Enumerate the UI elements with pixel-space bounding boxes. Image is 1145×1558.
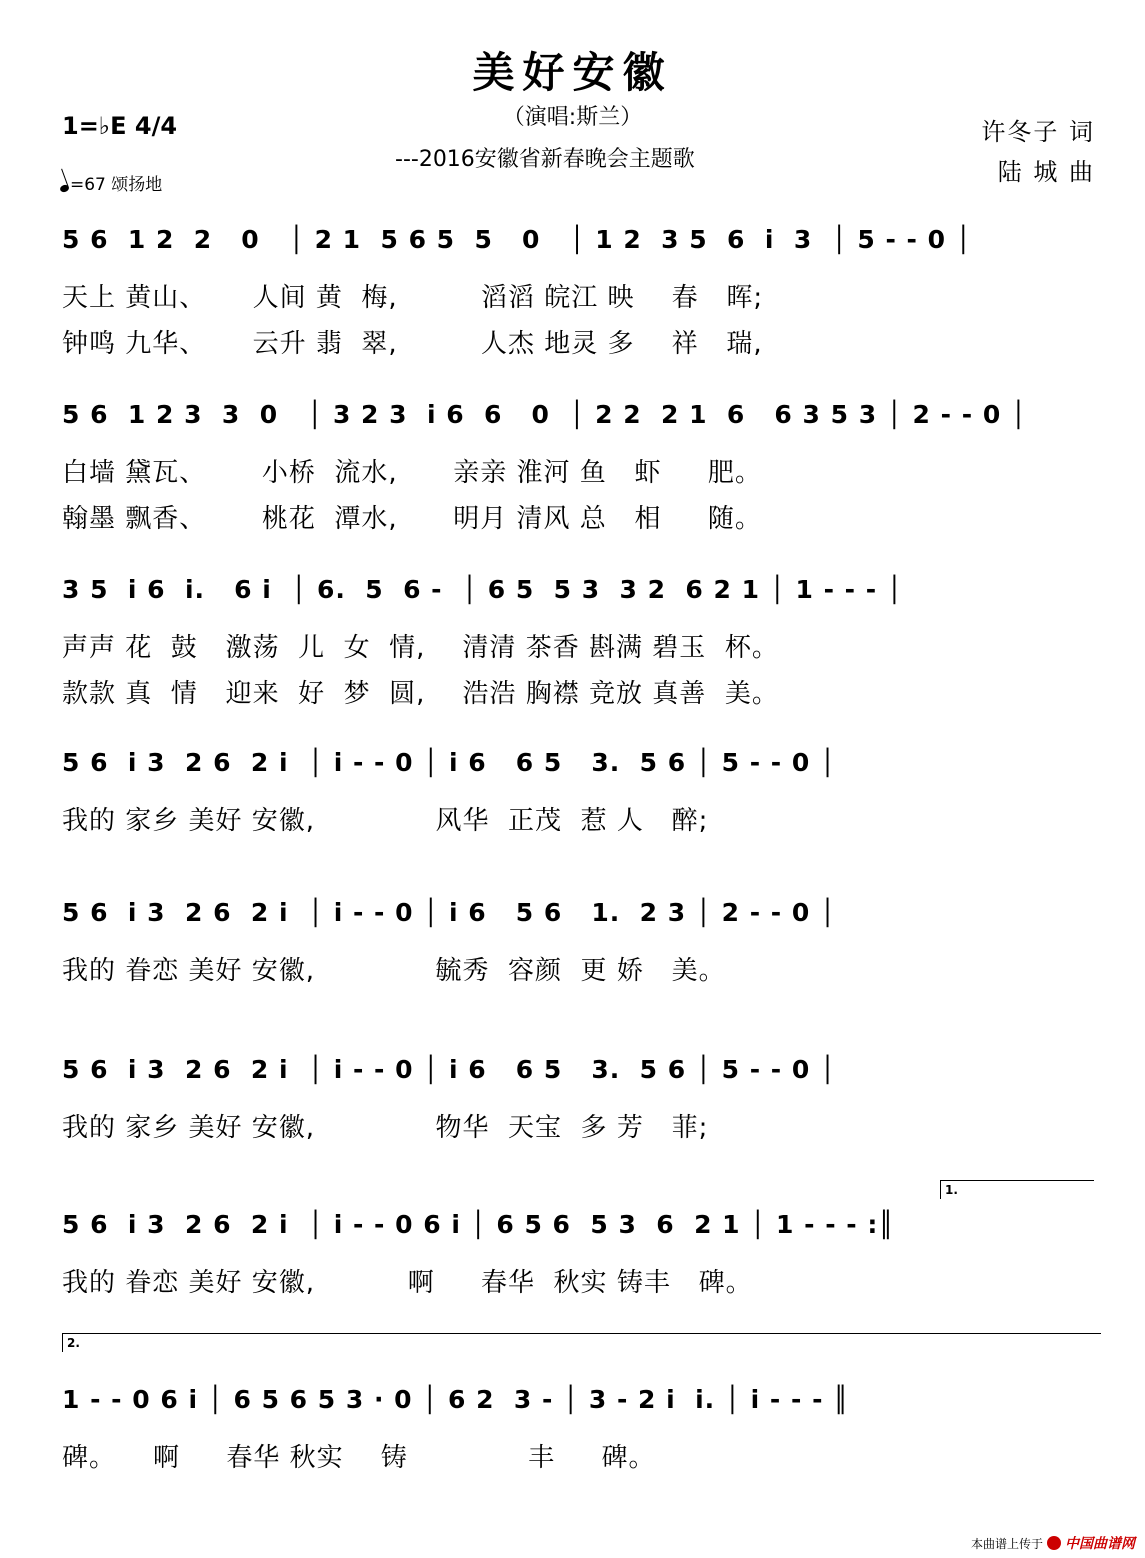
notation-line: 5 6 i 3 2 6 2 i │ i - - 0 │ i 6 6 5 3. 5 6 │ 5 - - 0 │: [62, 748, 837, 777]
tempo-text: =67 颂扬地: [70, 175, 163, 195]
site-logo-icon: [1047, 1536, 1061, 1550]
notation-line: 5 6 1 2 2 0 │ 2 1 5 6 5 5 0 │ 1 2 3 5 6 i 3 │ 5 - - 0 │: [62, 225, 972, 254]
first-ending-bracket: 1.: [940, 1180, 1094, 1199]
lyric-line: 款款 真 情 迎来 好 梦 圆, 浩浩 胸襟 竞放 真善 美。: [62, 679, 779, 709]
notation-line: 5 6 1 2 3 3 0 │ 3 2 3 i 6 6 0 │ 2 2 2 1 6 6 3 5 3 │ 2 - - 0 │: [62, 400, 1027, 429]
notation-line: 3 5 i 6 i. 6 i │ 6. 5 6 - │ 6 5 5 3 3 2 6 2 1 │ 1 - - - │: [62, 575, 903, 604]
composer-credit: 陆 城 曲: [997, 158, 1095, 186]
notation-line: 5 6 i 3 2 6 2 i │ i - - 0 6 i │ 6 5 6 5 3 6 2 1 │ 1 - - - :║: [62, 1210, 895, 1239]
footer-text: 本曲谱上传于: [970, 1536, 1043, 1551]
lyric-line: 白墙 黛瓦、 小桥 流水, 亲亲 淮河 鱼 虾 肥。: [62, 458, 762, 488]
lyric-line: 声声 花 鼓 激荡 儿 女 情, 清清 茶香 斟满 碧玉 杯。: [62, 633, 779, 663]
lyric-line: 天上 黄山、 人间 黄 梅, 滔滔 皖江 映 春 晖;: [62, 283, 764, 313]
key-signature: 1=♭E 4/4: [62, 112, 178, 140]
second-ending-bracket: 2.: [62, 1333, 1101, 1352]
performer-subtitle: （演唱:斯兰）: [502, 105, 643, 130]
lyric-line: 我的 家乡 美好 安徽, 风华 正茂 惹 人 醉;: [62, 806, 709, 836]
lyric-line: 我的 眷恋 美好 安徽, 啊 春华 秋实 铸丰 碑。: [62, 1268, 753, 1298]
lyric-line: 翰墨 飘香、 桃花 潭水, 明月 清风 总 相 随。: [62, 504, 762, 534]
lyric-line: 我的 家乡 美好 安徽, 物华 天宝 多 芳 菲;: [62, 1113, 709, 1143]
notation-line: 5 6 i 3 2 6 2 i │ i - - 0 │ i 6 5 6 1. 2 3 │ 2 - - 0 │: [62, 898, 837, 927]
lyricist-credit: 许冬子 词: [981, 118, 1095, 146]
lyric-line: 我的 眷恋 美好 安徽, 毓秀 容颜 更 娇 美。: [62, 956, 726, 986]
tempo-marking: [60, 170, 162, 195]
lyric-line: 碑。 啊 春华 秋实 铸 丰 碑。: [62, 1443, 656, 1473]
notation-line: 1 - - 0 6 i │ 6 5 6 5 3 · 0 │ 6 2 3 - │ 3 - 2 i i. │ i - - - ║: [62, 1385, 850, 1414]
song-title: 美好安徽: [472, 48, 673, 97]
quarter-note-icon: [59, 184, 70, 194]
event-subtitle: ---2016安徽省新春晚会主题歌: [395, 147, 695, 172]
site-logo-text[interactable]: 中国曲谱网: [1065, 1536, 1135, 1552]
footer-credit: [971, 1533, 1135, 1553]
lyric-line: 钟鸣 九华、 云升 翡 翠, 人杰 地灵 多 祥 瑞,: [62, 329, 763, 359]
notation-line: 5 6 i 3 2 6 2 i │ i - - 0 │ i 6 6 5 3. 5 6 │ 5 - - 0 │: [62, 1055, 837, 1084]
